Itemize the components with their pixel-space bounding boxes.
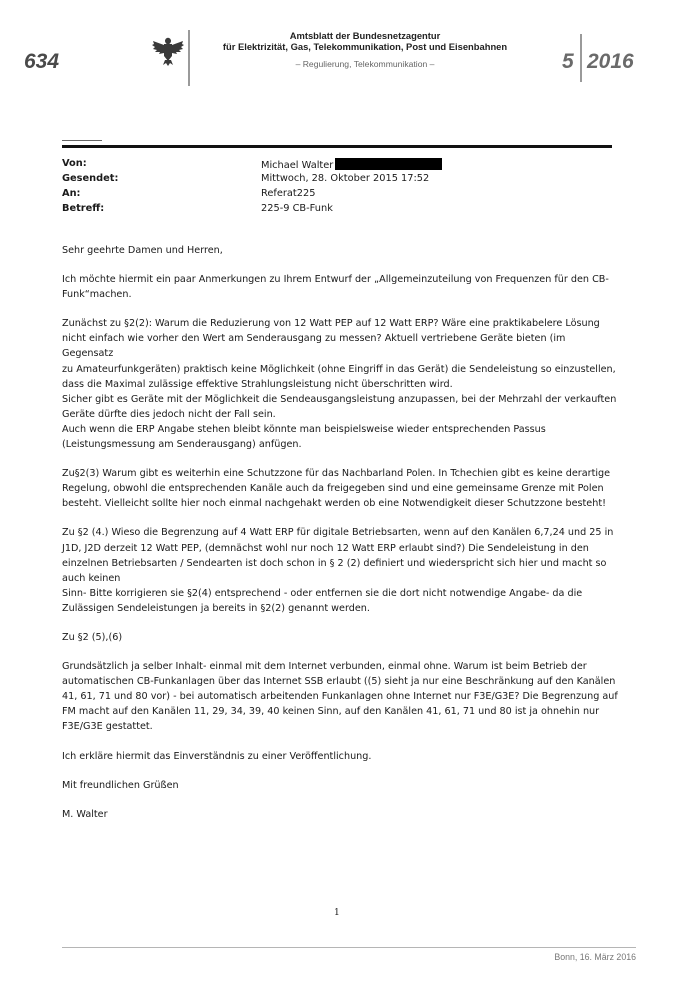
email-to-row — [62, 188, 622, 203]
text-line: Geräte dürfte dies jedoch nicht der Fall sein. — [62, 408, 276, 420]
from-label: Von: — [62, 158, 87, 169]
text-line: FM macht auf den Kanälen 11, 29, 34, 39, 40 keinen Sinn, auf den Kanälen 41, 61, 71 und 80 ist ja ohnehin nur — [62, 706, 600, 718]
greeting: Sehr geehrte Damen und Herren, — [62, 245, 223, 256]
federal-eagle-icon — [151, 33, 185, 67]
journal-title-line1: Amtsblatt der Bundesnetzagentur — [289, 30, 441, 41]
paragraph-2-4 — [62, 525, 618, 616]
paragraph-2-3 — [62, 466, 618, 511]
closing: Mit freundlichen Grüßen — [62, 779, 179, 791]
text-line: Funk“machen. — [62, 289, 132, 301]
intro-paragraph — [62, 272, 618, 302]
text-line: dass die Maximal zulässige effektive Strahlungsleistung nicht überschritten wird. — [62, 378, 453, 390]
email-subject-row — [62, 203, 622, 218]
text-line: Zu§2(3) Warum gibt es weiterhin eine Schutzzone für das Nachbarland Polen. In Tchechien gibt es keine derartige — [62, 468, 611, 480]
text-line: zu Amateurfunkgeräten) praktisch keine Möglichkeit (ohne Eingriff in das Gerät) die Sendeleistung so einzustellen, — [62, 363, 616, 375]
email-from-row — [62, 158, 622, 173]
text-line: 41, 61, 71 und 80 vor) - bei automatisch arbeitenden Funkanlagen ohne Internet nur F3E/G3E? Die Begrenzung auf — [62, 691, 618, 703]
text-line: Regelung, obwohl die entsprechenden Kanäle auch da freigegeben sind und eine gemeinsame Grenze mit Polen — [62, 483, 604, 495]
text-line: Zu §2 (4.) Wieso die Begrenzung auf 4 Watt ERP für digitale Betriebsarten, wenn auf den Kanälen 6,7,24 und 25 in — [62, 527, 614, 539]
header-divider-right — [580, 34, 582, 82]
subject-value: 225-9 CB-Funk — [261, 203, 333, 214]
to-value: Referat225 — [261, 188, 316, 199]
letter-body — [62, 243, 618, 822]
journal-title — [222, 30, 508, 52]
footer-rule — [62, 947, 636, 948]
text-line: Grundsätzlich ja selber Inhalt- einmal mit dem Internet verbunden, einmal ohne. Warum ist beim Betrieb der — [62, 661, 587, 673]
text-line: (Leistungsmessung am Senderausgang) anfügen. — [62, 439, 302, 451]
footer-place-date: Bonn, 16. März 2016 — [554, 952, 636, 962]
subject-label: Betreff: — [62, 203, 105, 214]
consent-statement: Ich erkläre hiermit das Einverständnis zu einer Veröffentlichung. — [62, 750, 372, 762]
redaction-box — [335, 158, 442, 170]
header-divider-left — [188, 30, 190, 86]
text-line: besteht. Vielleicht sollte hier noch einmal nachgehakt werden ob eine Notwendigkeit dieser Schutzzone besteht! — [62, 498, 606, 510]
page-number: 634 — [24, 50, 60, 73]
paragraph-2-2 — [62, 316, 618, 452]
paragraph-2-5-6 — [62, 659, 618, 734]
text-line: F3E/G3E gestattet. — [62, 721, 153, 733]
text-line: einzelnen Betriebsarten / Sendearten ist doch schon in § 2 (2) definiert und wiederspricht sich hier und macht so — [62, 557, 607, 569]
text-line: Zulässigen Sendeleistungen ja bereits in §2(2) genannt werden. — [62, 602, 370, 614]
text-line: nicht einfach wie vorher den Wert am Senderausgang zu messen? Aktuell vertriebene Geräte bieten (im Gegensatz — [62, 333, 566, 360]
text-line: auch keinen — [62, 572, 121, 584]
text-line: Sinn- Bitte korrigieren sie §2(4) entsprechend - oder entfernen sie die dort nicht notwendige Angabe- da die — [62, 587, 583, 599]
text-line: J1D, J2D derzeit 12 Watt PEP, (demnächst wohl nur noch 12 Watt ERP erlaubt sind?) Die Sendeleistung in den — [62, 542, 589, 554]
sent-value: Mittwoch, 28. Oktober 2015 17:52 — [261, 173, 430, 184]
email-sent-row — [62, 173, 622, 188]
text-line: Auch wenn die ERP Angabe stehen bleibt könnte man beispielsweise wieder entsprechenden Passus — [62, 423, 546, 435]
footer-page-number: 1 — [334, 908, 340, 918]
separator-bar — [62, 145, 612, 148]
issue-number: 5 — [562, 50, 574, 73]
to-label: An: — [62, 188, 81, 199]
sent-label: Gesendet: — [62, 173, 119, 184]
separator-thin — [62, 140, 102, 141]
text-line: Zunächst zu §2(2): Warum die Reduzierung von 12 Watt PEP auf 12 Watt ERP? Wäre eine praktikabelere Lösung — [62, 318, 600, 330]
text-line: Sicher gibt es Geräte mit der Möglichkeit die Sendeausgangsleistung anzupassen, bei der Mehrzahl der verkauften — [62, 393, 617, 405]
paragraph-2-5-6-heading: Zu §2 (5),(6) — [62, 631, 123, 643]
from-value-wrap — [261, 158, 442, 171]
text-line: automatischen CB-Funkanlagen über das Internet SSB erlaubt ((5) sieht ja nur eine Beschränkung auf den Kanälen — [62, 676, 616, 688]
text-line: Ich möchte hiermit ein paar Anmerkungen zu Ihrem Entwurf der „Allgemeinzuteilung von Frequenzen für den CB- — [62, 274, 609, 286]
journal-subtitle: – Regulierung, Telekommunikation – — [295, 59, 435, 69]
journal-title-line2: für Elektrizität, Gas, Telekommunikation, Post und Eisenbahnen — [222, 41, 508, 52]
issue-year: 2016 — [587, 50, 634, 73]
email-header — [62, 158, 622, 218]
signature: M. Walter — [62, 808, 108, 820]
from-value: Michael Walter — [261, 160, 334, 171]
